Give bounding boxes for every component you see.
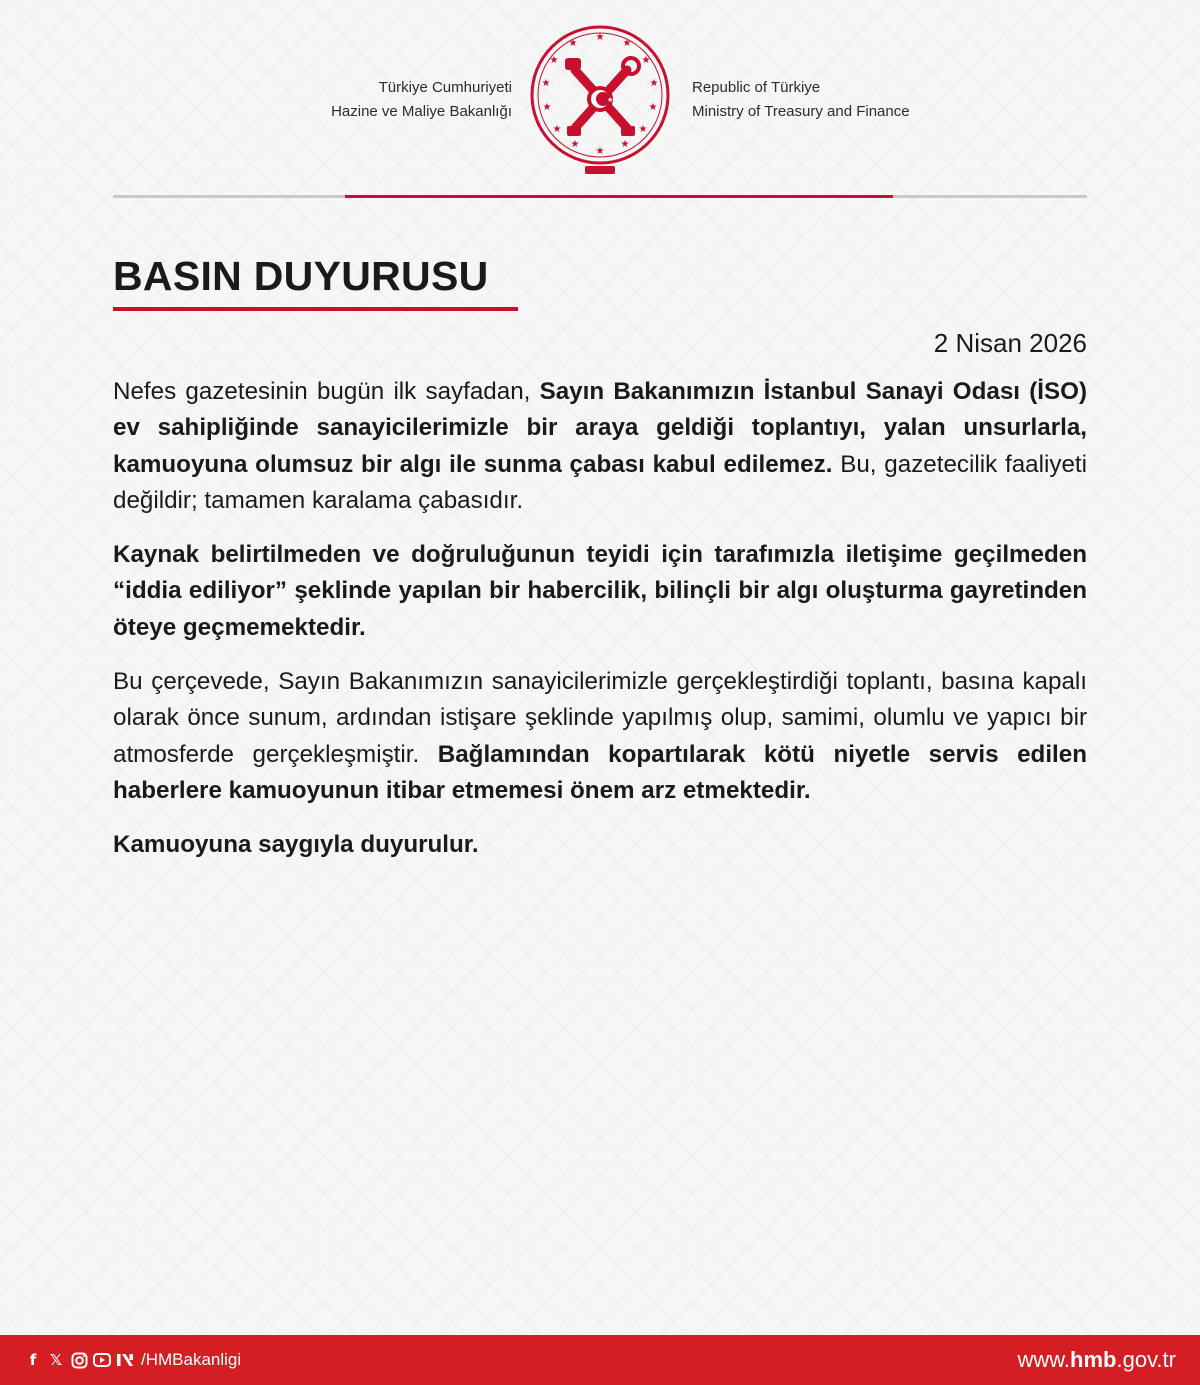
footer-bar xyxy=(0,1335,1200,1385)
svg-text:★: ★ xyxy=(541,78,551,89)
p1-emphasis: Sayın Bakanımızın İstanbul Sanayi Odası (İSO) ev sahipliğinde sanayicilerimizle bir araya geldiği toplantıyı, yalan unsurlarla, kamuoyuna olumsuz bir algı ile sunma çabası kabul edilemez. xyxy=(113,378,1087,478)
p1-intro: Nefes gazetesinin bugün ilk sayfadan, xyxy=(113,378,540,405)
title-underline xyxy=(113,307,518,311)
svg-text:★: ★ xyxy=(649,78,659,89)
document-title: BASIN DUYURUSU xyxy=(113,253,489,299)
svg-text:★: ★ xyxy=(595,32,605,43)
website-link[interactable] xyxy=(1017,1347,1176,1373)
svg-text:★: ★ xyxy=(622,38,632,49)
website-domain: hmb xyxy=(1070,1347,1117,1372)
x-icon[interactable]: 𝕏 xyxy=(49,1351,63,1369)
p4-closing: Kamuoyuna saygıyla duyurulur. xyxy=(113,831,479,859)
instagram-icon[interactable] xyxy=(70,1351,88,1369)
svg-text:★: ★ xyxy=(607,96,614,104)
social-links xyxy=(24,1348,241,1372)
org-tr-line1: Türkiye Cumhuriyeti xyxy=(378,79,512,96)
p1-closing: Bu, gazetecilik faaliyeti değildir; tamamen karalama çabasıdır. xyxy=(113,450,1087,514)
org-tr-line2: Hazine ve Maliye Bakanlığı xyxy=(331,103,512,120)
svg-text:★: ★ xyxy=(552,124,562,135)
svg-text:★: ★ xyxy=(542,102,552,113)
paragraph-2 xyxy=(113,537,1087,646)
social-handle[interactable]: /HMBakanligi xyxy=(141,1350,242,1369)
youtube-icon[interactable] xyxy=(93,1351,111,1369)
website-prefix: www. xyxy=(1017,1347,1071,1372)
org-en-line2: Ministry of Treasury and Finance xyxy=(692,103,910,120)
svg-text:★: ★ xyxy=(568,38,578,49)
svg-text:★: ★ xyxy=(549,55,559,66)
header-divider-accent xyxy=(345,195,893,198)
svg-text:★: ★ xyxy=(648,102,658,113)
p3-emphasis: Bağlamından kopartılarak kötü niyetle servis edilen haberlere kamuoyunun itibar etmemesi önem arz etmektedir. xyxy=(113,740,1087,804)
nsosyal-icon[interactable] xyxy=(116,1351,134,1369)
org-name-turkish xyxy=(331,76,512,124)
svg-text:★: ★ xyxy=(638,124,648,135)
letterhead xyxy=(0,0,1200,200)
svg-text:★: ★ xyxy=(570,139,580,150)
org-name-english xyxy=(692,76,910,124)
svg-text:★: ★ xyxy=(641,55,651,66)
org-en-line1: Republic of Türkiye xyxy=(692,79,821,96)
ministry-emblem-icon xyxy=(527,20,673,180)
website-suffix: .gov.tr xyxy=(1116,1347,1176,1372)
document-date: 2 Nisan 2026 xyxy=(933,328,1087,358)
paragraph-4 xyxy=(113,827,1087,863)
svg-text:★: ★ xyxy=(595,146,605,157)
paragraph-3 xyxy=(113,664,1087,809)
facebook-icon[interactable]: f xyxy=(29,1351,37,1369)
p2-emphasis: Kaynak belirtilmeden ve doğruluğunun teyidi için tarafımızla iletişime geçilmeden “iddia ediliyor” şeklinde yapılan bir habercilik, bilinçli bir algı oluşturma gayretinden öteye geçmemektedir. xyxy=(113,541,1087,641)
p3-intro: Bu çerçevede, Sayın Bakanımızın sanayicilerimizle gerçekleştirdiği toplantı, basına kapalı olarak önce sunum, ardından istişare şeklinde yapılmış olup, samimi, olumlu ve yapıcı bir atmosferde gerçekleşmiştir. xyxy=(113,668,1087,768)
svg-text:★: ★ xyxy=(620,139,630,150)
paragraph-1 xyxy=(113,374,1087,519)
press-release-body xyxy=(113,374,1087,882)
